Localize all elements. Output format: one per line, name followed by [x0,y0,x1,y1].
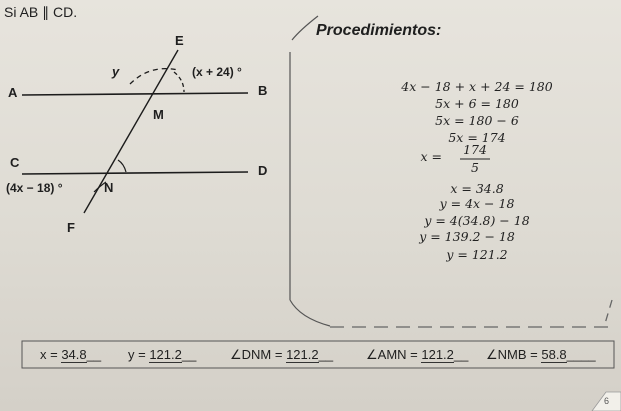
step-7: y = 4x − 18 [439,196,515,211]
angle-top-expression: (x + 24) ° [192,65,242,79]
step-4: 5x = 174 [448,130,506,145]
dashed-right [604,300,612,327]
problem-statement: Si AB ∥ CD. [4,4,78,20]
label-point-f: F [67,220,75,235]
answer-amn-label: ∠AMN = [366,347,422,362]
answer-nmb-label: ∠NMB = [486,347,542,362]
answer-dnm-label: ∠DNM = [230,347,287,362]
line-ab [22,93,248,95]
label-point-e: E [175,33,184,48]
procedure-border [290,16,330,326]
step-6: x = 34.8 [450,181,504,196]
answer-dnm-value: 121.2 [286,347,319,362]
angle-arc-n [118,160,126,172]
label-point-b: B [258,83,268,98]
label-point-a: A [8,85,18,100]
step-1: 4x − 18 + x + 24 = 180 [401,79,553,94]
angle-arc-y [130,69,178,84]
step-5-numerator: 174 [463,142,487,157]
answer-amn: ∠AMN = 121.2__ [366,347,469,362]
answer-amn-value: 121.2 [421,347,454,362]
answer-y-label: y = [128,347,150,362]
answer-y-value: 121.2 [149,347,182,362]
answer-nmb: ∠NMB = 58.8____ [486,347,596,362]
answer-dnm: ∠DNM = 121.2__ [230,347,334,362]
label-point-m: M [153,107,164,122]
step-10: y = 121.2 [446,247,508,262]
answer-y: y = 121.2__ [128,347,197,362]
angle-bottom-expression: (4x − 18) ° [6,181,63,195]
step-5-lhs: x = [420,149,442,164]
step-5-denominator: 5 [471,160,479,175]
angle-arc-top [174,72,184,92]
label-angle-y: y [112,64,120,79]
label-point-d: D [258,163,268,178]
page-number: 6 [604,396,610,406]
procedure-title: Procedimientos: [316,22,442,39]
answer-x-label: x = [40,347,62,362]
step-2: 5x + 6 = 180 [435,96,519,111]
step-3: 5x = 180 − 6 [435,113,519,128]
label-point-c: C [10,155,20,170]
label-point-n: N [104,180,114,195]
step-9: y = 139.2 − 18 [419,229,515,244]
answer-x: x = 34.8__ [40,347,102,362]
answer-nmb-value: 58.8 [541,347,567,362]
step-8: y = 4(34.8) − 18 [424,213,530,228]
line-cd [22,172,248,174]
answer-x-value: 34.8 [61,347,87,362]
